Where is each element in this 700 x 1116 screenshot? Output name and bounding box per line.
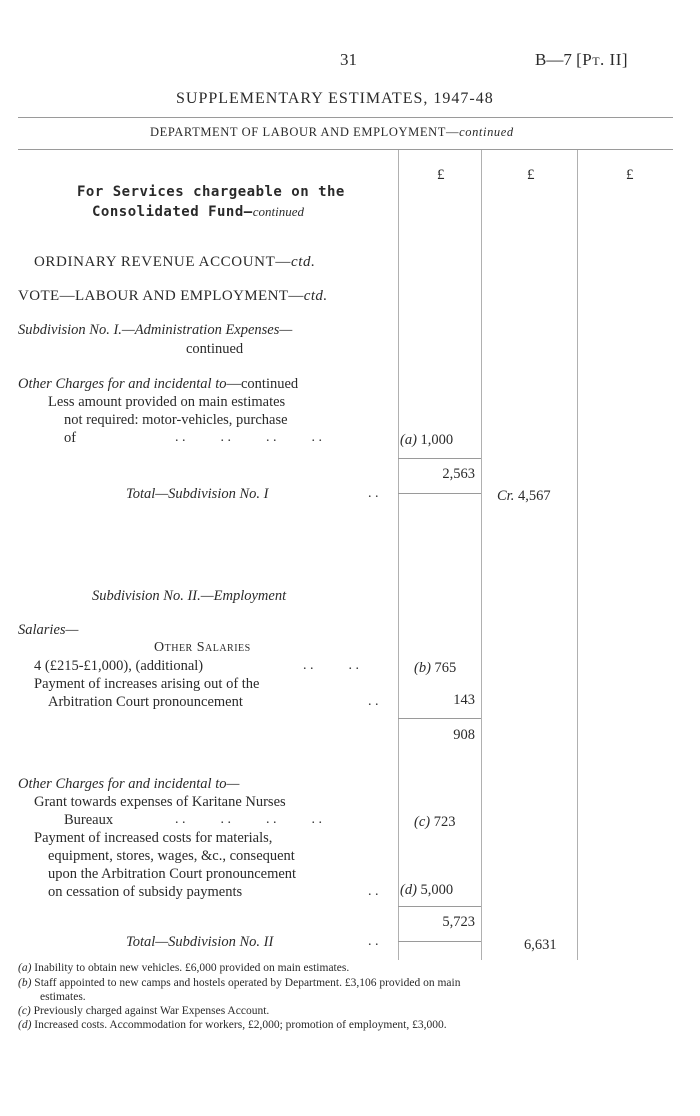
doc-reference xyxy=(535,50,628,70)
grant-line-1: Grant towards expenses of Karitane Nurses xyxy=(34,794,286,810)
subdivision-1-heading: Subdivision No. I.—Administration Expenses— xyxy=(18,322,293,338)
column-divider-3 xyxy=(577,150,578,960)
salaries-line-4-note: (b) xyxy=(414,660,431,676)
subdivision-2-heading: Subdivision No. II.—Employment xyxy=(92,588,287,604)
subdivision-1-continued: continued xyxy=(186,341,244,357)
footnote-d-mark: (d) xyxy=(18,1019,32,1031)
subtotal-rule-2b xyxy=(398,941,481,942)
salaries-subtotal: 908 xyxy=(453,727,475,743)
payment-2-line-1: Payment of increased costs for materials, xyxy=(34,830,273,846)
subdivision-1-total-dots: . . xyxy=(368,486,379,501)
column-divider-2 xyxy=(481,150,482,960)
other-charges-heading-2: Other Charges for and incidental to— xyxy=(18,776,240,792)
subdivision-1-subtotal: 2,563 xyxy=(442,466,475,482)
subdivision-2-total: 6,631 xyxy=(524,937,557,953)
salaries-heading: Salaries— xyxy=(18,622,79,638)
subdivision-1-total xyxy=(497,488,551,505)
grant-amount xyxy=(414,814,455,831)
vote-name: VOTE—LABOUR AND EMPLOYMENT— xyxy=(18,288,304,304)
subtotal-rule-1b xyxy=(398,493,481,494)
salaries-line-4: 4 (£215-£1,000), (additional) xyxy=(34,658,204,674)
department-name: DEPARTMENT OF LABOUR AND EMPLOYMENT— xyxy=(150,125,460,139)
footnote-d xyxy=(18,1019,447,1031)
department-continued: continued xyxy=(459,125,514,139)
footnote-b-mark: (b) xyxy=(18,977,32,989)
services-heading-line1: For Services chargeable on the xyxy=(77,184,345,200)
vote-ctd: ctd. xyxy=(303,288,328,304)
page-title: SUPPLEMENTARY ESTIMATES, 1947-48 xyxy=(176,90,494,107)
charges-subtotal-rule xyxy=(398,906,481,907)
less-leader-dots: . . . . . . . . xyxy=(175,430,322,445)
footnote-a xyxy=(18,962,349,974)
other-charges-heading-1 xyxy=(18,376,298,393)
footnote-c-text: Previously charged against War Expenses Account. xyxy=(33,1005,270,1017)
salaries-line-4-amount xyxy=(414,660,456,677)
footnote-a-mark: (a) xyxy=(18,962,32,974)
less-line-3: of xyxy=(64,430,77,446)
less-line-1: Less amount provided on main estimates xyxy=(48,394,286,410)
subtotal-rule-1a xyxy=(398,458,481,459)
column-header-2: £ xyxy=(527,167,535,183)
salaries-line-4-dots: . . . . xyxy=(303,658,359,673)
grant-value: 723 xyxy=(433,814,456,830)
footnote-b-continued: estimates. xyxy=(40,991,86,1003)
payment-1-line-1: Payment of increases arising out of the xyxy=(34,676,260,692)
footnote-c-mark: (c) xyxy=(18,1005,31,1017)
footnote-c xyxy=(18,1005,269,1017)
subdivision-2-total-label: Total—Subdivision No. II xyxy=(126,934,274,950)
less-amount xyxy=(400,432,453,449)
less-note: (a) xyxy=(400,432,417,448)
salaries-subtotal-rule xyxy=(398,718,481,719)
payment-2-line-4: on cessation of subsidy payments xyxy=(48,884,243,900)
footnote-b-text: Staff appointed to new camps and hostels operated by Department. £3,106 provided on main xyxy=(34,977,461,989)
account-heading xyxy=(34,254,315,271)
department-heading xyxy=(150,125,514,140)
account-name: ORDINARY REVENUE ACCOUNT— xyxy=(34,254,291,270)
footnote-b xyxy=(18,977,460,989)
department-rule xyxy=(18,149,673,150)
payment-1-amount: 143 xyxy=(453,692,475,708)
less-line-2: not required: motor-vehicles, purchase xyxy=(64,412,288,428)
other-charges-label-1: Other Charges for and incidental to xyxy=(18,376,227,392)
grant-note: (c) xyxy=(414,814,431,830)
other-salaries-heading: Other Salaries xyxy=(154,640,251,655)
footnote-d-text: Increased costs. Accommodation for workers, £2,000; promotion of employment, £3,000. xyxy=(34,1019,447,1031)
subdivision-1-total-value: 4,567 xyxy=(517,488,551,504)
charges-subtotal: 5,723 xyxy=(442,914,475,930)
grant-dots: . . . . . . . . xyxy=(175,812,322,827)
page-number: 31 xyxy=(340,50,357,69)
subdivision-2-total-dots: . . xyxy=(368,934,379,949)
consolidated-fund: Consolidated Fund— xyxy=(92,204,253,220)
subdivision-1-total-label: Total—Subdivision No. I xyxy=(126,486,269,502)
column-header-3: £ xyxy=(626,167,634,183)
salaries-line-4-value: 765 xyxy=(434,660,457,676)
payment-2-note: (d) xyxy=(400,882,417,898)
vote-heading xyxy=(18,288,327,305)
payment-2-line-2: equipment, stores, wages, &c., consequent xyxy=(48,848,295,864)
services-continued: continued xyxy=(252,204,304,219)
payment-2-dots: . . xyxy=(368,884,379,899)
doc-ref: B—7 xyxy=(535,50,572,69)
payment-2-line-3: upon the Arbitration Court pronouncement xyxy=(48,866,297,882)
credit-marker: Cr. xyxy=(497,488,515,504)
other-charges-cont-1: —continued xyxy=(226,376,299,392)
payment-1-line-2: Arbitration Court pronouncement xyxy=(48,694,243,710)
less-value: 1,000 xyxy=(420,432,454,448)
footnote-a-text: Inability to obtain new vehicles. £6,000 provided on main estimates. xyxy=(34,962,350,974)
services-heading-line2 xyxy=(92,203,304,221)
column-header-1: £ xyxy=(437,167,445,183)
payment-2-amount xyxy=(400,882,453,899)
grant-line-2: Bureaux xyxy=(64,812,114,828)
payment-2-value: 5,000 xyxy=(420,882,454,898)
payment-1-dots: . . xyxy=(368,694,379,709)
column-divider-1 xyxy=(398,150,399,960)
account-ctd: ctd. xyxy=(290,254,316,270)
title-rule xyxy=(18,117,673,118)
part-label: [Pt. II] xyxy=(576,50,629,69)
